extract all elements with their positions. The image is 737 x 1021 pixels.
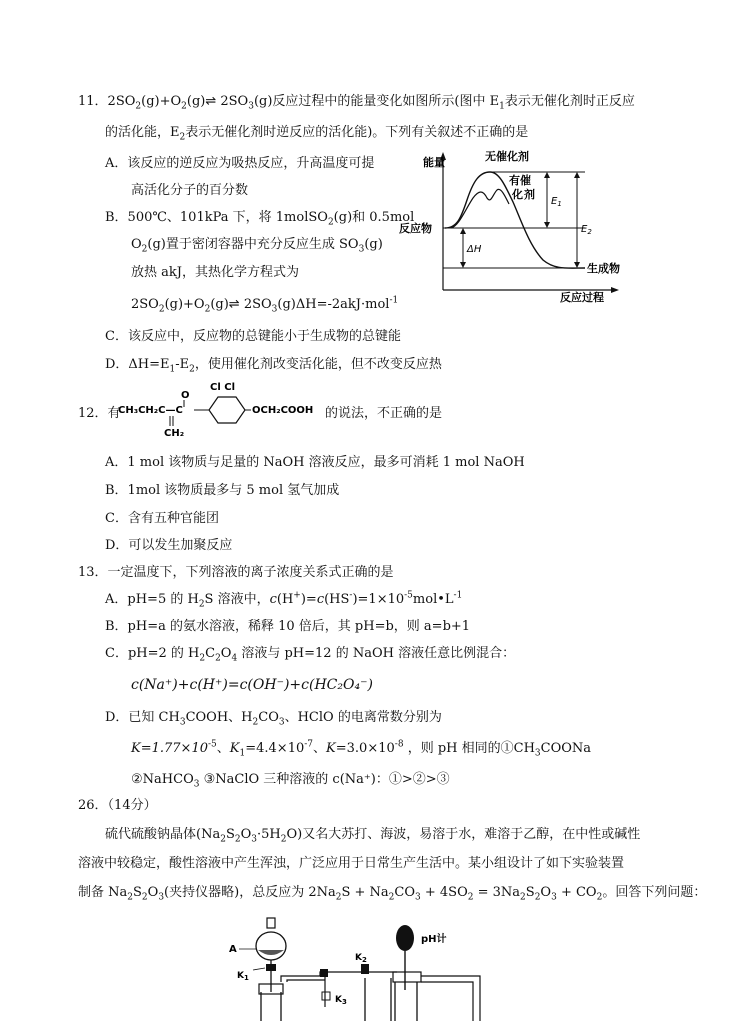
q11-option-b-line2: $O_2(g)$置于密闭容器中充分反应生成 $SO_3(g)$ <box>131 237 383 255</box>
q11-option-d: D．$\Delta H=E_1-E_2$，使用催化剂改变活化能，但不改变反应热 <box>105 357 442 375</box>
q11-option-b-line1: B．500℃、101kPa 下，将 1molSO$_2$(g)和 0.5mol <box>105 210 415 228</box>
e2-label: $E_2$ <box>581 224 592 236</box>
reactant-label: 反应物 <box>399 222 432 235</box>
q13-option-d-line1: D．已知 $CH_3COOH$、$H_2CO_3$、HClO 的电离常数分别为 <box>105 710 442 728</box>
product-label: 生成物 <box>587 262 620 275</box>
q12-option-b: B．1mol 该物质最多与 5 mol 氢气加成 <box>105 483 340 498</box>
q13-option-d-line3: ②NaHCO$_3$ ③NaClO 三种溶液的 c(Na⁺)：①>②>③ <box>131 772 450 790</box>
structure-cl: Cl Cl <box>210 382 236 393</box>
label-a: A <box>229 944 237 955</box>
catalyst-label-line2: 化 <box>512 188 523 201</box>
q12-option-a: A．1 mol 该物质与足量的 NaOH 溶液反应，最多可消耗 1 mol NaOH <box>105 455 525 470</box>
q26-paragraph-line1: 硫代硫酸钠晶体$(Na_2S_2O_3\cdot 5H_2O)$又名大苏打、海波，易溶于水，难溶于乙醇，在中性或碱性 <box>105 827 641 845</box>
q12-stem: 12．有 <box>78 406 121 421</box>
delta-h-label: ΔH <box>467 244 482 255</box>
q11-option-a-line2: 高活化分子的百分数 <box>131 183 249 198</box>
reaction-process-label: 反应过程 <box>560 291 604 304</box>
q26-paragraph-line3: 制备 $Na_2S_2O_3$(夹持仪器略)，总反应为 $2Na_2S + Na_2CO_3 + 4SO_2 = 3Na_2S_2O_3 + CO_2$。回答下列问题： <box>78 885 707 903</box>
label-k3: $K_3$ <box>335 995 347 1006</box>
q11-stem-line2: 的活化能，$E_2$表示无催化剂时逆反应的活化能)。下列有关叙述不正确的是 <box>105 125 529 143</box>
structure-left: CH₃CH₂C—C <box>118 405 183 416</box>
no-catalyst-label: 无催化剂 <box>485 150 529 163</box>
q13-option-c-equation: c(Na⁺)+c(H⁺)=c(OH⁻)+c(HC₂O₄⁻) <box>131 677 373 693</box>
q13-option-b: B．pH=a 的氨水溶液，稀释 10 倍后，其 pH=b，则 a=b+1 <box>105 619 471 634</box>
q11-option-a-line1: A．该反应的逆反应为吸热反应，升高温度可提 <box>105 156 375 171</box>
q13-option-a: A．pH=5 的 $H_2S$ 溶液中，$c(H^+)=c(HS^-)=1\times 10^{-5}mol•L^{-1}$ <box>105 590 463 610</box>
label-k2: $K_2$ <box>355 953 367 964</box>
q11-option-b-line3: 放热 akJ，其热化学方程式为 <box>131 265 299 280</box>
apparatus-diagram <box>225 912 495 1021</box>
q11-stem-line1: 11．$2SO_2(g)+O_2(g)\rightleftharpoons$ $2SO_3(g)$反应过程中的能量变化如图所示(图中 $E_1$表示无催化剂时正反应 <box>78 94 635 112</box>
catalyst-label-line3: 剂 <box>524 188 535 201</box>
q13-stem: 13．一定温度下，下列溶液的离子浓度关系式正确的是 <box>78 565 394 580</box>
label-ph-meter: pH计 <box>421 934 447 945</box>
structure-ch2: CH₂ <box>164 428 185 439</box>
q13-option-d-line2: $K=1.77\times 10^{-5}$、$K_1=4.4\times 10^{-7}$、$K=3.0\times 10^{-8}$ ，则 pH 相同的$①CH_3COONa$ <box>131 739 592 759</box>
q26-paragraph-line2: 溶液中较稳定，酸性溶液中产生浑浊，广泛应用于日常生产生活中。某小组设计了如下实验装置 <box>78 856 625 871</box>
e1-label: $E_1$ <box>551 196 562 208</box>
energy-axis-label: 能量 <box>423 156 445 169</box>
q13-option-c: C．pH=2 的 $H_2C_2O_4$ 溶液与 pH=12 的 NaOH 溶液任意比例混合： <box>105 646 516 664</box>
q11-option-c: C．该反应中，反应物的总键能小于生成物的总键能 <box>105 329 401 344</box>
label-k1: $K_1$ <box>237 971 249 982</box>
structure-o: O <box>181 390 190 401</box>
q11-option-b-line4: $2SO_2(g)+O_2(g)\rightleftharpoons$ $2SO_3(g)\Delta H=-2akJ\cdot mol^{-1}$ <box>131 295 399 315</box>
structure-right: OCH₂COOH <box>252 405 314 416</box>
q12-suffix: 的说法，不正确的是 <box>325 406 443 421</box>
q12-structure <box>118 378 328 444</box>
energy-diagram <box>395 140 645 305</box>
q26-number: 26．（14分） <box>78 798 157 813</box>
catalyst-label-line1: 有催 <box>509 174 531 187</box>
q12-option-d: D．可以发生加聚反应 <box>105 538 233 553</box>
q12-option-c: C．含有五种官能团 <box>105 511 219 526</box>
